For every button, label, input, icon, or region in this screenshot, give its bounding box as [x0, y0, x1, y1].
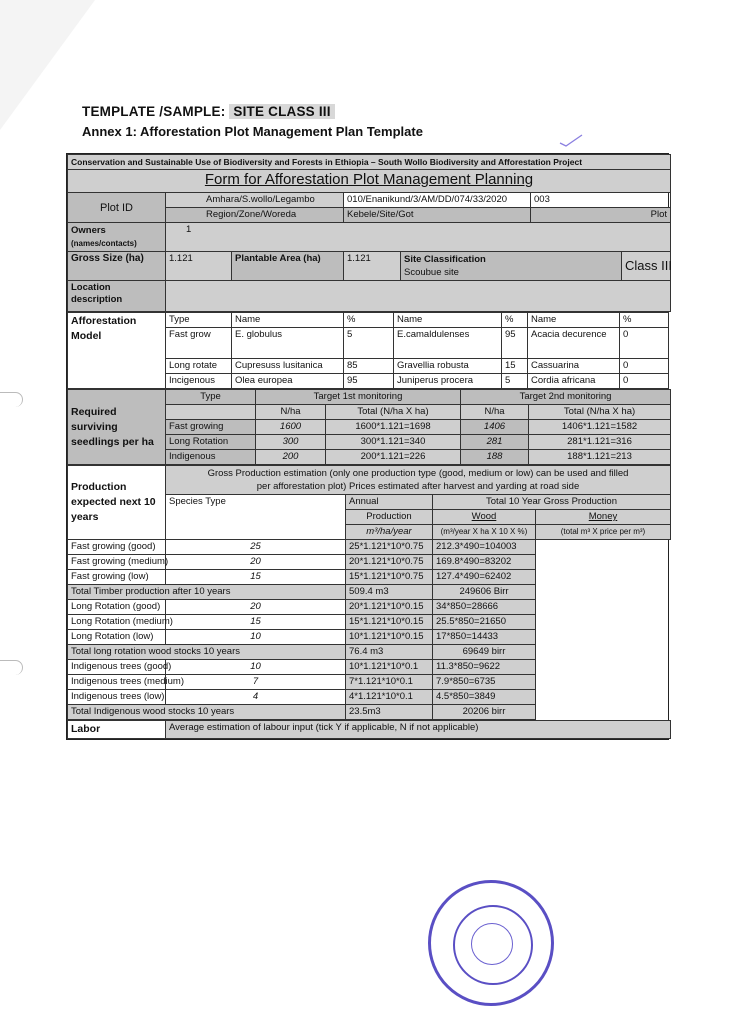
- production-cell[interactable]: 25: [166, 540, 346, 555]
- seedlings-cell[interactable]: 281*1.121=316: [529, 435, 671, 450]
- page-corner-fold: [0, 0, 95, 130]
- production-cell[interactable]: 10: [166, 660, 346, 675]
- region-label: Region/Zone/Woreda: [166, 208, 344, 223]
- site-class-label-cell: [401, 252, 622, 281]
- labor-value: Average estimation of labour input (tick Y if applicable, N if not applicable): [166, 721, 671, 739]
- model-cell[interactable]: 0: [620, 328, 669, 359]
- production-cell[interactable]: 23.5m3: [346, 705, 433, 720]
- annual-header: Production: [346, 510, 433, 525]
- production-cell: Indigenous trees (good): [68, 660, 166, 675]
- production-cell[interactable]: 15*1.121*10*0.75: [346, 570, 433, 585]
- production-label: Production expected next 10 years: [68, 466, 166, 540]
- plot-management-form: [66, 153, 672, 740]
- production-cell[interactable]: 15: [166, 615, 346, 630]
- seedlings-sub-header: Total (N/ha X ha): [326, 405, 461, 420]
- production-cell[interactable]: 11.3*850=9622: [433, 660, 536, 675]
- model-cell[interactable]: Cupresuss lusitanica: [232, 359, 344, 374]
- production-cell: Total Timber production after 10 years: [68, 585, 346, 600]
- annual-header: Annual: [346, 495, 433, 510]
- production-cell[interactable]: 212.3*490=104003: [433, 540, 536, 555]
- kebele-label: Kebele/Site/Got: [344, 208, 531, 223]
- production-cell: Total long rotation wood stocks 10 years: [68, 645, 346, 660]
- production-row: [68, 690, 671, 705]
- production-row: [68, 570, 671, 585]
- production-cell[interactable]: 10: [166, 630, 346, 645]
- production-cell: Total Indigenous wood stocks 10 years: [68, 705, 346, 720]
- seedlings-sub-header: N/ha: [461, 405, 529, 420]
- production-cell[interactable]: 76.4 m3: [346, 645, 433, 660]
- seedlings-cell: Fast growing: [166, 420, 256, 435]
- official-stamp: [428, 880, 554, 1006]
- seedlings-cell[interactable]: 200*1.121=226: [326, 450, 461, 465]
- seedlings-blank: [166, 405, 256, 420]
- owners-label-cell: [68, 223, 166, 252]
- model-header: %: [344, 313, 394, 328]
- model-cell[interactable]: 0: [620, 374, 669, 389]
- owners-sublabel: (names/contacts): [71, 239, 137, 248]
- production-row: [68, 675, 671, 690]
- production-cell: Long Rotation (low): [68, 630, 166, 645]
- model-cell[interactable]: Cordia africana: [528, 374, 620, 389]
- money-unit: (total m³ X price per m³): [536, 525, 671, 540]
- production-cell[interactable]: 25.5*850=21650: [433, 615, 536, 630]
- total-10-year-header: Total 10 Year Gross Production: [433, 495, 671, 510]
- annex-title: Annex 1: Afforestation Plot Management Plan Template: [82, 124, 423, 139]
- seedlings-cell: Indigenous: [166, 450, 256, 465]
- production-cell[interactable]: 20*1.121*10*0.75: [346, 555, 433, 570]
- production-cell[interactable]: 4: [166, 690, 346, 705]
- production-cell: Fast growing (good): [68, 540, 166, 555]
- plantable-value[interactable]: 1.121: [344, 252, 401, 281]
- model-cell[interactable]: Long rotate: [166, 359, 232, 374]
- model-cell[interactable]: Cassuarina: [528, 359, 620, 374]
- site-class-value[interactable]: Class III: [622, 252, 671, 281]
- model-cell[interactable]: Incigenous: [166, 374, 232, 389]
- production-cell[interactable]: 7.9*850=6735: [433, 675, 536, 690]
- model-header: Name: [232, 313, 344, 328]
- production-cell: Indigenous trees (medium): [68, 675, 166, 690]
- production-cell[interactable]: 15*1.121*10*0.15: [346, 615, 433, 630]
- model-cell[interactable]: 95: [502, 328, 528, 359]
- production-cell[interactable]: 7: [166, 675, 346, 690]
- seedlings-cell[interactable]: 188*1.121=213: [529, 450, 671, 465]
- seedlings-label: Required surviving seedlings per ha: [68, 390, 166, 465]
- afforestation-model-label: Afforestation Model: [68, 313, 166, 389]
- seedlings-cell[interactable]: 281: [461, 435, 529, 450]
- model-cell[interactable]: 0: [620, 359, 669, 374]
- production-cell[interactable]: 20206 birr: [433, 705, 536, 720]
- production-cell: Long Rotation (medium): [68, 615, 166, 630]
- production-cell: Long Rotation (good): [68, 600, 166, 615]
- kebele-value[interactable]: 010/Enanikund/3/AM/DD/074/33/2020: [344, 193, 531, 208]
- model-cell[interactable]: 5: [502, 374, 528, 389]
- production-row: [68, 615, 671, 630]
- site-class-heading: SITE CLASS III: [229, 104, 334, 119]
- production-cell[interactable]: 15: [166, 570, 346, 585]
- production-cell[interactable]: 7*1.121*10*0.1: [346, 675, 433, 690]
- pen-tick-mark: [558, 133, 584, 147]
- model-header: Name: [528, 313, 620, 328]
- project-line: Conservation and Sustainable Use of Biodiversity and Forests in Ethiopia – South Wollo Biodiversity and Afforestation Project: [68, 155, 671, 170]
- model-cell[interactable]: E. globulus: [232, 328, 344, 359]
- money-header: Money: [536, 510, 671, 525]
- form-title: Form for Afforestation Plot Management Planning: [204, 171, 534, 188]
- production-cell[interactable]: 20*1.121*10*0.15: [346, 600, 433, 615]
- model-header: Type: [166, 313, 232, 328]
- plantable-label: Plantable Area (ha): [232, 252, 344, 281]
- model-header: %: [620, 313, 669, 328]
- location-label: Location description: [68, 281, 166, 312]
- wood-unit: (m³/year X ha X 10 X %): [433, 525, 536, 540]
- seedlings-cell[interactable]: 300*1.121=340: [326, 435, 461, 450]
- target-1-header: Target 1st monitoring: [256, 390, 461, 405]
- seedlings-cell[interactable]: 1406: [461, 420, 529, 435]
- production-cell: Fast growing (low): [68, 570, 166, 585]
- gross-size-value[interactable]: 1.121: [166, 252, 232, 281]
- wood-header: Wood: [433, 510, 536, 525]
- production-cell[interactable]: 4.5*850=3849: [433, 690, 536, 705]
- production-cell[interactable]: 509.4 m3: [346, 585, 433, 600]
- site-class-sublabel: Scoubue site: [404, 267, 459, 278]
- model-cell[interactable]: Fast grow: [166, 328, 232, 359]
- seedlings-sub-header: N/ha: [256, 405, 326, 420]
- production-total-row: [68, 645, 671, 660]
- production-cell[interactable]: 249606 Birr: [433, 585, 536, 600]
- model-cell[interactable]: 15: [502, 359, 528, 374]
- seedlings-cell[interactable]: 1600: [256, 420, 326, 435]
- production-row: [68, 540, 671, 555]
- model-cell[interactable]: Acacia decurence: [528, 328, 620, 359]
- model-cell[interactable]: E.camaldulenses: [394, 328, 502, 359]
- seedlings-cell[interactable]: 1600*1.121=1698: [326, 420, 461, 435]
- production-cell[interactable]: 4*1.121*10*0.1: [346, 690, 433, 705]
- production-row: [68, 660, 671, 675]
- production-cell[interactable]: 20: [166, 600, 346, 615]
- production-cell[interactable]: 17*850=14433: [433, 630, 536, 645]
- annual-unit: m³/ha/year: [346, 525, 433, 540]
- template-label: TEMPLATE /SAMPLE:: [82, 104, 226, 119]
- labor-label: Labor: [68, 721, 166, 739]
- seedlings-cell[interactable]: 300: [256, 435, 326, 450]
- production-cell[interactable]: 69649 birr: [433, 645, 536, 660]
- plot-value[interactable]: 003: [531, 193, 671, 208]
- production-cell[interactable]: 169.8*490=83202: [433, 555, 536, 570]
- model-header: %: [502, 313, 528, 328]
- production-cell: Fast growing (medium): [68, 555, 166, 570]
- production-cell[interactable]: 20: [166, 555, 346, 570]
- seedlings-cell[interactable]: 1406*1.121=1582: [529, 420, 671, 435]
- production-intro-line: per afforestation plot) Prices estimated after harvest and yarding at road side: [256, 481, 580, 492]
- template-heading: [82, 104, 335, 119]
- production-intro: [166, 466, 671, 495]
- model-cell[interactable]: 85: [344, 359, 394, 374]
- production-row: [68, 600, 671, 615]
- production-row: [68, 555, 671, 570]
- owners-value[interactable]: 1: [166, 223, 671, 252]
- site-class-label: Site Classification: [404, 254, 486, 265]
- seedlings-type-header: Type: [166, 390, 256, 405]
- punch-hole-mark: [0, 660, 23, 675]
- region-value[interactable]: Amhara/S.wollo/Legambo: [166, 193, 344, 208]
- owners-label: Owners: [71, 225, 106, 236]
- target-2-header: Target 2nd monitoring: [461, 390, 671, 405]
- species-type-header: Species Type: [166, 495, 346, 540]
- production-row: [68, 630, 671, 645]
- model-cell[interactable]: Olea europea: [232, 374, 344, 389]
- plot-id-label: Plot ID: [68, 193, 166, 223]
- punch-hole-mark: [0, 392, 23, 407]
- model-cell[interactable]: 5: [344, 328, 394, 359]
- seedlings-cell[interactable]: 200: [256, 450, 326, 465]
- seedlings-sub-header: Total (N/ha X ha): [529, 405, 671, 420]
- production-cell[interactable]: 10*1.121*10*0.1: [346, 660, 433, 675]
- model-cell[interactable]: 95: [344, 374, 394, 389]
- seedlings-cell: Long Rotation: [166, 435, 256, 450]
- production-cell[interactable]: 34*850=28666: [433, 600, 536, 615]
- production-cell[interactable]: 25*1.121*10*0.75: [346, 540, 433, 555]
- production-intro-line: Gross Production estimation (only one production type (good, medium or low) can be used and filled: [207, 468, 629, 479]
- production-cell[interactable]: 127.4*490=62402: [433, 570, 536, 585]
- production-cell[interactable]: 10*1.121*10*0.15: [346, 630, 433, 645]
- model-header: Name: [394, 313, 502, 328]
- plot-label: Plot: [531, 208, 671, 223]
- production-total-row: [68, 705, 671, 720]
- location-value[interactable]: [166, 281, 671, 312]
- production-cell: Indigenous trees (low): [68, 690, 166, 705]
- model-cell[interactable]: Gravellia robusta: [394, 359, 502, 374]
- model-cell[interactable]: Juniperus procera: [394, 374, 502, 389]
- seedlings-cell[interactable]: 188: [461, 450, 529, 465]
- production-total-row: [68, 585, 671, 600]
- gross-size-label: Gross Size (ha): [68, 252, 166, 281]
